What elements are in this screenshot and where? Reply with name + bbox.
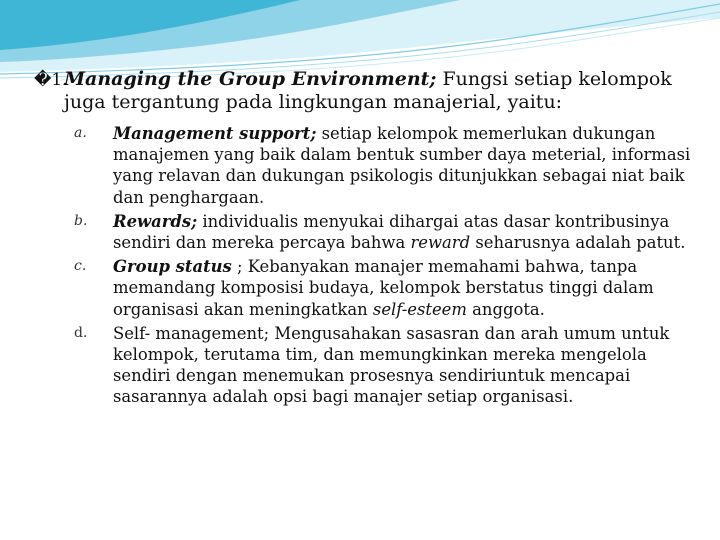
item-text: setiap kelompok memerlukan dukungan manajemen yang baik dalam bentuk sumber daya meterial, informasi yang relavan dan dukungan psikologis ditunjukkan sebagai niat baik dan penghargaan. bbox=[113, 124, 691, 207]
item-text: Self- management; Mengusahakan sasasran dan arah umum untuk kelompok, terutama tim, dan memungkinkan mereka mengelola sendiri dengan menemukan prosesnya sendiriuntuk mencapai sasarannya adalah opsi bagi manajer setiap organisasi. bbox=[113, 323, 670, 407]
list-item bbox=[34, 256, 694, 320]
item-term: Management support; bbox=[113, 124, 317, 143]
item-marker: c. bbox=[74, 258, 87, 275]
list-item bbox=[34, 211, 694, 253]
item-text: ; Kebanyakan manajer memahami bahwa, tanpa memandang komposisi budaya, kelompok berstatus tinggi dalam organisasi akan meningkatkan bbox=[113, 257, 654, 319]
item-text: individualis menyukai dihargai atas dasar kontribusinya sendiri dan mereka percaya bahwa bbox=[113, 211, 670, 253]
item-term: Rewards; bbox=[113, 211, 198, 231]
list-item bbox=[34, 123, 694, 208]
item-list bbox=[34, 123, 694, 408]
item-italic: reward bbox=[410, 233, 471, 253]
item-text-end: seharusnya adalah patut. bbox=[470, 233, 686, 253]
heading-bullet: �1. bbox=[34, 70, 68, 90]
slide-content bbox=[34, 68, 694, 411]
item-term: Group status bbox=[113, 257, 232, 277]
heading-text: Fungsi setiap kelompok juga tergantung pada lingkungan manajerial, yaitu: bbox=[64, 68, 672, 113]
list-item bbox=[34, 323, 694, 408]
item-marker: d. bbox=[74, 324, 88, 341]
item-text-end: anggota. bbox=[466, 299, 545, 319]
item-marker: b. bbox=[74, 212, 88, 229]
item-marker: a. bbox=[74, 125, 87, 141]
slide-heading bbox=[34, 68, 694, 113]
item-italic: self-esteem bbox=[372, 299, 467, 319]
heading-term: Managing the Group Environment; bbox=[64, 68, 437, 90]
